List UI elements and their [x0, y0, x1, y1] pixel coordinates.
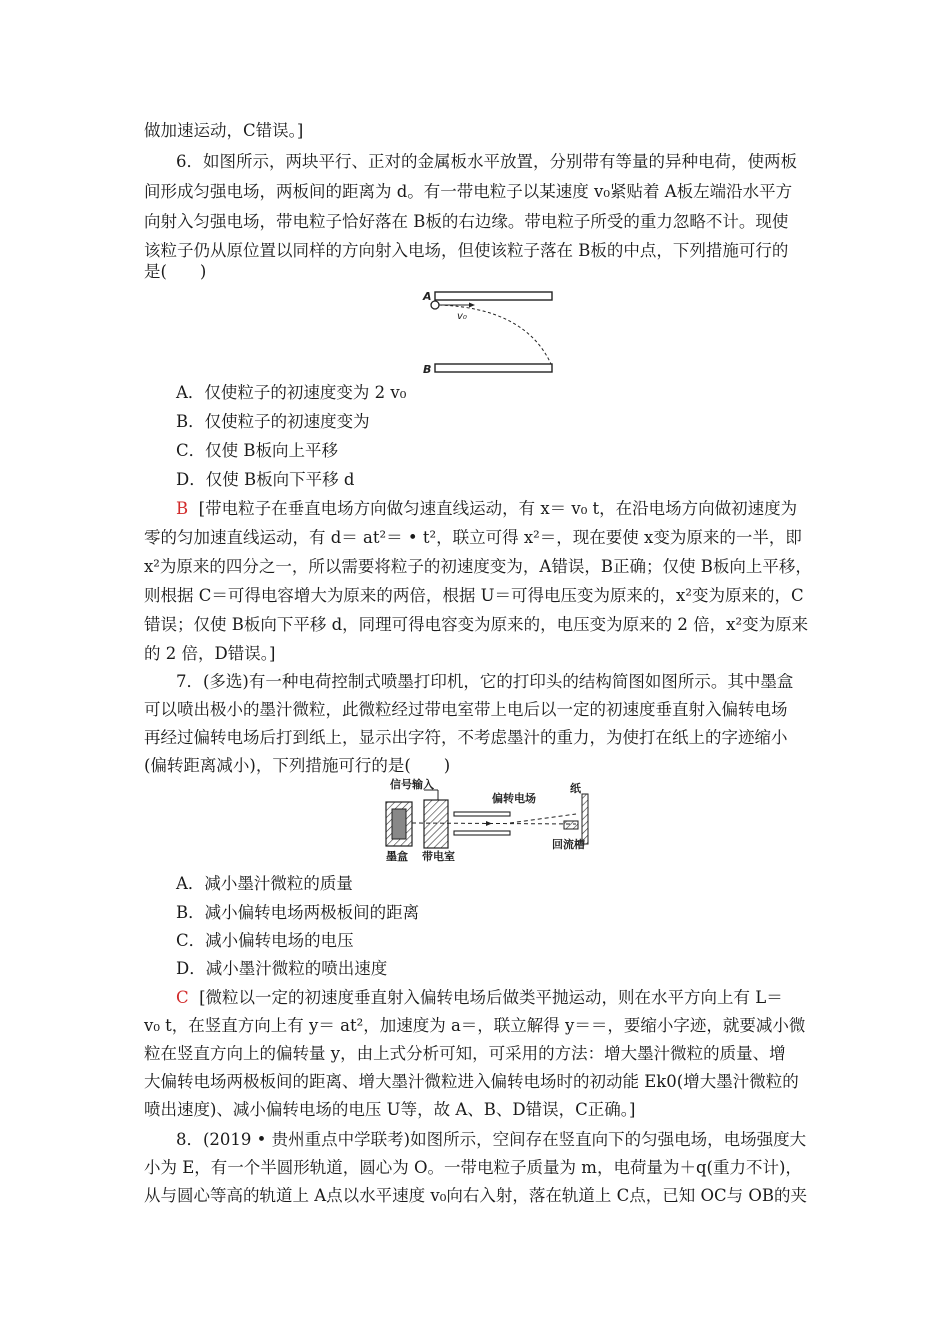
text-line: 可以喷出极小的墨汁微粒，此微粒经过带电室带上电后以一定的初速度垂直射入偏转电场 [144, 700, 788, 719]
text-line: 喷出速度)、减小偏转电场的电压 U等，故 A、B、D错误，C正确。] [144, 1100, 636, 1119]
text-line: 做加速运动，C错误。] [144, 121, 304, 140]
option-a: A．减小墨汁微粒的质量 [176, 874, 353, 893]
text-line: (偏转距离减小)，下列措施可行的是( ) [144, 756, 451, 775]
signal-input-label: 信号输入 [390, 778, 434, 791]
answer-7-letter: C [176, 988, 189, 1007]
text-line: 的 2 倍，D错误。] [144, 644, 276, 663]
answer-6-line [176, 499, 797, 519]
paper-label: 纸 [570, 782, 581, 795]
text-line: 该粒子仍从原位置以同样的方向射入电场，但使该粒子落在 B板的中点，下列措施可行的 [144, 241, 789, 260]
return-tank-label: 回流槽 [552, 838, 585, 851]
answer-6-text: [带电粒子在垂直电场方向做匀速直线运动，有 x＝ v₀ t，在沿电场方向做初速度为 [198, 499, 798, 518]
option-d: D．减小墨汁微粒的喷出速度 [176, 959, 388, 978]
text-line: 错误；仅使 B板向下平移 d，同理可得电容变为原来的，电压变为原来的 2 倍，x²变为原来 [144, 615, 809, 634]
answer-6-letter: B [176, 499, 189, 518]
text-line: 粒在竖直方向上的偏转量 y，由上式分析可知，可采用的方法：增大墨汁微粒的质量、增 [144, 1044, 786, 1063]
option-d: D．仅使 B板向下平移 d [176, 470, 355, 489]
text-line: 从与圆心等高的轨道上 A点以水平速度 v₀向右入射，落在轨道上 C点，已知 OC与 OB的夹 [144, 1186, 808, 1205]
question-6-stem: 6．如图所示，两块平行、正对的金属板水平放置，分别带有等量的异种电荷，使两板 [176, 152, 797, 171]
option-c: C．仅使 B板向上平移 [176, 441, 338, 460]
v0-label: v₀ [457, 311, 467, 322]
answer-7-line [176, 988, 783, 1008]
text-line: 大偏转电场两极板间的距离、增大墨汁微粒进入偏转电场时的初动能 Ek0(增大墨汁微粒的 [144, 1072, 799, 1091]
deflect-field-label: 偏转电场 [492, 792, 536, 805]
text-line: 小为 E，有一个半圆形轨道，圆心为 O。一带电粒子质量为 m，电荷量为＋q(重力不计)， [144, 1158, 802, 1177]
parallel-plates-figure [415, 288, 565, 380]
plate-b-label: B [423, 363, 432, 376]
charge-room-label: 带电室 [422, 850, 455, 862]
option-b: B．仅使粒子的初速度变为 [176, 412, 370, 431]
inkjet-printer-figure [378, 776, 600, 862]
text-line: 再经过偏转电场后打到纸上，显示出字符，不考虑墨汁的重力，为使打在纸上的字迹缩小 [144, 728, 788, 747]
text-line: 零的匀加速直线运动，有 d＝ at²＝ • t²，联立可得 x²＝，现在要使 x变为原来的一半，即 [144, 528, 802, 547]
text-line: x²为原来的四分之一，所以需要将粒子的初速度变为，A错误，B正确；仅使 B板向上平移， [144, 557, 812, 576]
option-b: B．减小偏转电场两极板间的距离 [176, 903, 420, 922]
question-7-stem: 7．(多选)有一种电荷控制式喷墨打印机，它的打印头的结构简图如图所示。其中墨盒 [176, 672, 794, 691]
text-line: 间形成匀强电场，两板间的距离为 d。有一带电粒子以某速度 v₀紧贴着 A板左端沿水平方 [144, 182, 793, 201]
text-line: v₀ t，在竖直方向上有 y＝ at²，加速度为 a＝，联立解得 y＝＝，要缩小字迹，就要减小微 [144, 1016, 806, 1035]
text-line: 则根据 C＝可得电容增大为原来的两倍，根据 U＝可得电压变为原来的，x²变为原来的，C [144, 586, 804, 605]
text-line: 是( ) [144, 262, 207, 281]
option-a: A．仅使粒子的初速度变为 2 v₀ [176, 383, 407, 402]
plate-a-label: A [423, 290, 432, 303]
answer-7-text: [微粒以一定的初速度垂直射入偏转电场后做类平抛运动，则在水平方向上有 L＝ [199, 988, 783, 1007]
option-c: C．减小偏转电场的电压 [176, 931, 354, 950]
question-8-stem: 8．(2019 • 贵州重点中学联考)如图所示，空间存在竖直向下的匀强电场，电场强度大 [176, 1130, 807, 1149]
ink-box-label: 墨盒 [386, 850, 408, 862]
text-line: 向射入匀强电场，带电粒子恰好落在 B板的右边缘。带电粒子所受的重力忽略不计。现使 [144, 212, 789, 231]
